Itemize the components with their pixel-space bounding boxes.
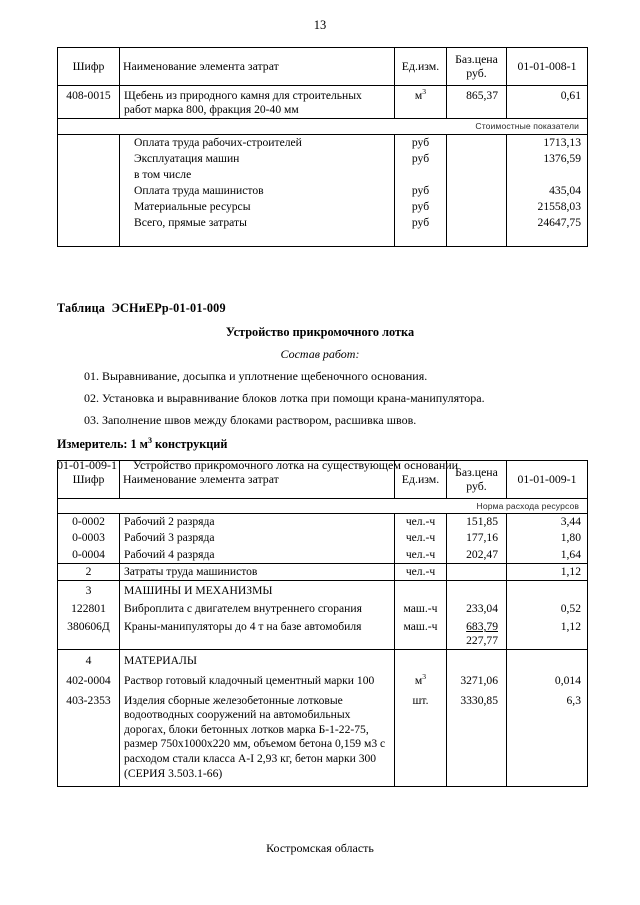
cell-unit: чел.-ч: [395, 547, 447, 564]
cell-unit: [395, 580, 447, 599]
table1-body: [58, 85, 588, 247]
table-row: [58, 85, 588, 118]
table-group-row: [58, 580, 588, 599]
cell-price: [447, 650, 507, 670]
spacer-cell: [120, 231, 395, 247]
unit-base: м: [414, 673, 423, 687]
header-price-line2: руб.: [466, 479, 487, 494]
cell-unit: [395, 650, 447, 670]
header-norm: 01-01-008-1: [507, 48, 588, 86]
work-item: 02. Установка и выравнивание блоков лотка при помощи крана-манипулятора.: [84, 390, 485, 405]
cell-code: 122801: [58, 599, 120, 617]
table-row: [58, 547, 588, 564]
spacer-cell: [447, 231, 507, 247]
cell-norm: 24647,75: [507, 215, 588, 231]
cell-norm: 1713,13: [507, 134, 588, 151]
cell-norm: 1,64: [507, 547, 588, 564]
header-price-line1: Баз.цена: [455, 465, 498, 479]
cell-code: 0-0003: [58, 530, 120, 546]
meter-tail: конструкций: [151, 436, 228, 451]
cell-code: 2: [58, 563, 120, 580]
cell-norm: [507, 580, 588, 599]
unit-exponent: 3: [422, 86, 427, 96]
header-unit: Ед.изм.: [395, 48, 447, 86]
cell-norm: 3,44: [507, 514, 588, 531]
cell-price: [447, 617, 507, 650]
cell-unit: [395, 670, 447, 689]
norm-code: 01-01-009-1: [57, 457, 117, 472]
cell-code: [58, 215, 120, 231]
cell-norm: 1,12: [507, 617, 588, 650]
table-row: [58, 199, 588, 215]
table-header-row: [58, 461, 588, 499]
cell-norm: 1,80: [507, 530, 588, 546]
work-item: 01. Выравнивание, досыпка и уплотнение щебеночного основания.: [84, 368, 428, 383]
resource-norm-band: [58, 498, 588, 513]
cell-code: 3: [58, 580, 120, 599]
cell-price-upper: 683,79: [466, 620, 498, 634]
cell-price: 3330,85: [447, 689, 507, 787]
cell-price: [447, 580, 507, 599]
cell-code: 408-0015: [58, 85, 120, 118]
table-row: [58, 689, 588, 787]
cell-code: [58, 167, 120, 183]
cell-name: МАШИНЫ И МЕХАНИЗМЫ: [120, 580, 395, 599]
cell-name: Рабочий 2 разряда: [120, 514, 395, 531]
table-label-code: ЭСНиЕРр-01-01-009: [111, 301, 226, 315]
cell-norm: 21558,03: [507, 199, 588, 215]
table-row: [58, 530, 588, 546]
cell-name: Изделия сборные железобетонные лотковые водоотводных сооружений на автомобильных дорогах, блоки бетонных лотков марка Б-1-22-75, размер 750х1000х220 мм, объемом бетона 0,159 м3 с расходом стали класса А-I 2,93 кг, бетон марки 300 (СЕРИЯ 3.503.1-66): [120, 689, 395, 787]
cell-norm: 1376,59: [507, 151, 588, 167]
cell-price: 865,37: [447, 85, 507, 118]
cell-price: [447, 199, 507, 215]
cell-unit: [395, 85, 447, 118]
cell-norm: 1,12: [507, 563, 588, 580]
table-row: [58, 215, 588, 231]
unit-base: м: [414, 88, 423, 102]
header-price: [447, 48, 507, 86]
cell-unit: чел.-ч: [395, 514, 447, 531]
cell-name: Раствор готовый кладочный цементный марки 100: [120, 670, 395, 689]
header-name: Наименование элемента затрат: [120, 461, 395, 499]
cell-norm: 0,61: [507, 85, 588, 118]
cell-name: МАТЕРИАЛЫ: [120, 650, 395, 670]
cell-unit: руб: [395, 151, 447, 167]
table-row: [58, 563, 588, 580]
table-row: [58, 151, 588, 167]
table-row: [58, 670, 588, 689]
cell-price: [447, 134, 507, 151]
header-unit: Ед.изм.: [395, 461, 447, 499]
spacer-cell: [395, 231, 447, 247]
cell-price: 233,04: [447, 599, 507, 617]
cell-unit: маш.-ч: [395, 617, 447, 650]
header-code: Шифр: [58, 48, 120, 86]
cell-name: в том числе: [120, 167, 395, 183]
cell-price-lower: 227,77: [466, 634, 498, 648]
work-item: 03. Заполнение швов между блоками раствором, расшивка швов.: [84, 412, 417, 427]
cell-code: 402-0004: [58, 670, 120, 689]
header-name: Наименование элемента затрат: [120, 48, 395, 86]
cell-unit: чел.-ч: [395, 530, 447, 546]
spacer-cell: [58, 231, 120, 247]
section-description: [0, 302, 640, 471]
table2-body: [58, 498, 588, 786]
unit-exponent: 3: [422, 671, 427, 681]
table-row: [58, 514, 588, 531]
table-spacer-row: [58, 231, 588, 247]
cell-price: [447, 183, 507, 199]
resource-table-009: [57, 457, 588, 787]
table-row: [58, 167, 588, 183]
cell-unit: чел.-ч: [395, 563, 447, 580]
cell-code: 4: [58, 650, 120, 670]
cell-unit: руб: [395, 134, 447, 151]
cell-price: 202,47: [447, 547, 507, 564]
cell-name: Оплата труда рабочих-строителей: [120, 134, 395, 151]
cell-price: [447, 215, 507, 231]
cell-price: [447, 167, 507, 183]
cell-price: 177,16: [447, 530, 507, 546]
cell-code: [58, 134, 120, 151]
cell-name: Материальные ресурсы: [120, 199, 395, 215]
norm-name: Устройство прикромочного лотка на существующем основании: [133, 457, 459, 472]
cell-unit: маш.-ч: [395, 599, 447, 617]
cell-name: Краны-манипуляторы до 4 т на базе автомобиля: [120, 617, 395, 650]
table-row: [58, 134, 588, 151]
cell-norm: 0,52: [507, 599, 588, 617]
header-price-line1: Баз.цена: [455, 52, 498, 66]
cell-price: 151,85: [447, 514, 507, 531]
table-row: [58, 617, 588, 650]
cell-price: [447, 151, 507, 167]
cell-unit: [395, 167, 447, 183]
header-norm: 01-01-009-1: [507, 461, 588, 499]
cell-name: Оплата труда машинистов: [120, 183, 395, 199]
cell-norm: 0,014: [507, 670, 588, 689]
cell-name: Рабочий 4 разряда: [120, 547, 395, 564]
header-code: Шифр: [58, 461, 120, 499]
cell-code: [58, 199, 120, 215]
cell-code: [58, 151, 120, 167]
cell-price: [447, 563, 507, 580]
cell-code: 0-0002: [58, 514, 120, 531]
cost-indicators-band: [58, 119, 588, 134]
header-price-line2: руб.: [466, 66, 487, 81]
page-number: 13: [313, 18, 327, 32]
table-row: [58, 183, 588, 199]
cell-code: [58, 183, 120, 199]
header-price: [447, 461, 507, 499]
cell-unit: руб: [395, 199, 447, 215]
table-group-row: [58, 650, 588, 670]
cell-name: Затраты труда машинистов: [120, 563, 395, 580]
spacer-cell: [507, 231, 588, 247]
cell-unit: руб: [395, 183, 447, 199]
table-label-prefix: Таблица: [57, 301, 106, 315]
meter-text: Измеритель: 1 м: [57, 436, 148, 451]
cell-unit: руб: [395, 215, 447, 231]
meter-exponent: 3: [147, 435, 152, 445]
table-label: [57, 302, 640, 314]
cell-name: Эксплуатация машин: [120, 151, 395, 167]
cell-name: Щебень из природного камня для строительных работ марка 800, фракция 20-40 мм: [120, 85, 395, 118]
resource-norm-label: Норма расхода ресурсов: [58, 498, 588, 513]
cell-norm: [507, 167, 588, 183]
meter-label: [57, 435, 640, 451]
cell-unit: шт.: [395, 689, 447, 787]
cost-indicators-label: Стоимостные показатели: [58, 119, 588, 134]
page-footer: Костромская область: [266, 841, 374, 855]
cell-norm: [507, 650, 588, 670]
cell-name: Рабочий 3 разряда: [120, 530, 395, 546]
table-row: [58, 599, 588, 617]
cell-norm: 6,3: [507, 689, 588, 787]
cost-table-008: [57, 47, 588, 247]
cell-name: Всего, прямые затраты: [120, 215, 395, 231]
cell-code: 380606Д: [58, 617, 120, 650]
works-caption: Состав работ:: [280, 346, 360, 361]
cell-price: 3271,06: [447, 670, 507, 689]
cell-norm: 435,04: [507, 183, 588, 199]
section-title: Устройство прикромочного лотка: [225, 325, 415, 340]
table-header-row: [58, 48, 588, 86]
cell-code: 403-2353: [58, 689, 120, 787]
cell-code: 0-0004: [58, 547, 120, 564]
cell-name: Виброплита с двигателем внутреннего сгорания: [120, 599, 395, 617]
